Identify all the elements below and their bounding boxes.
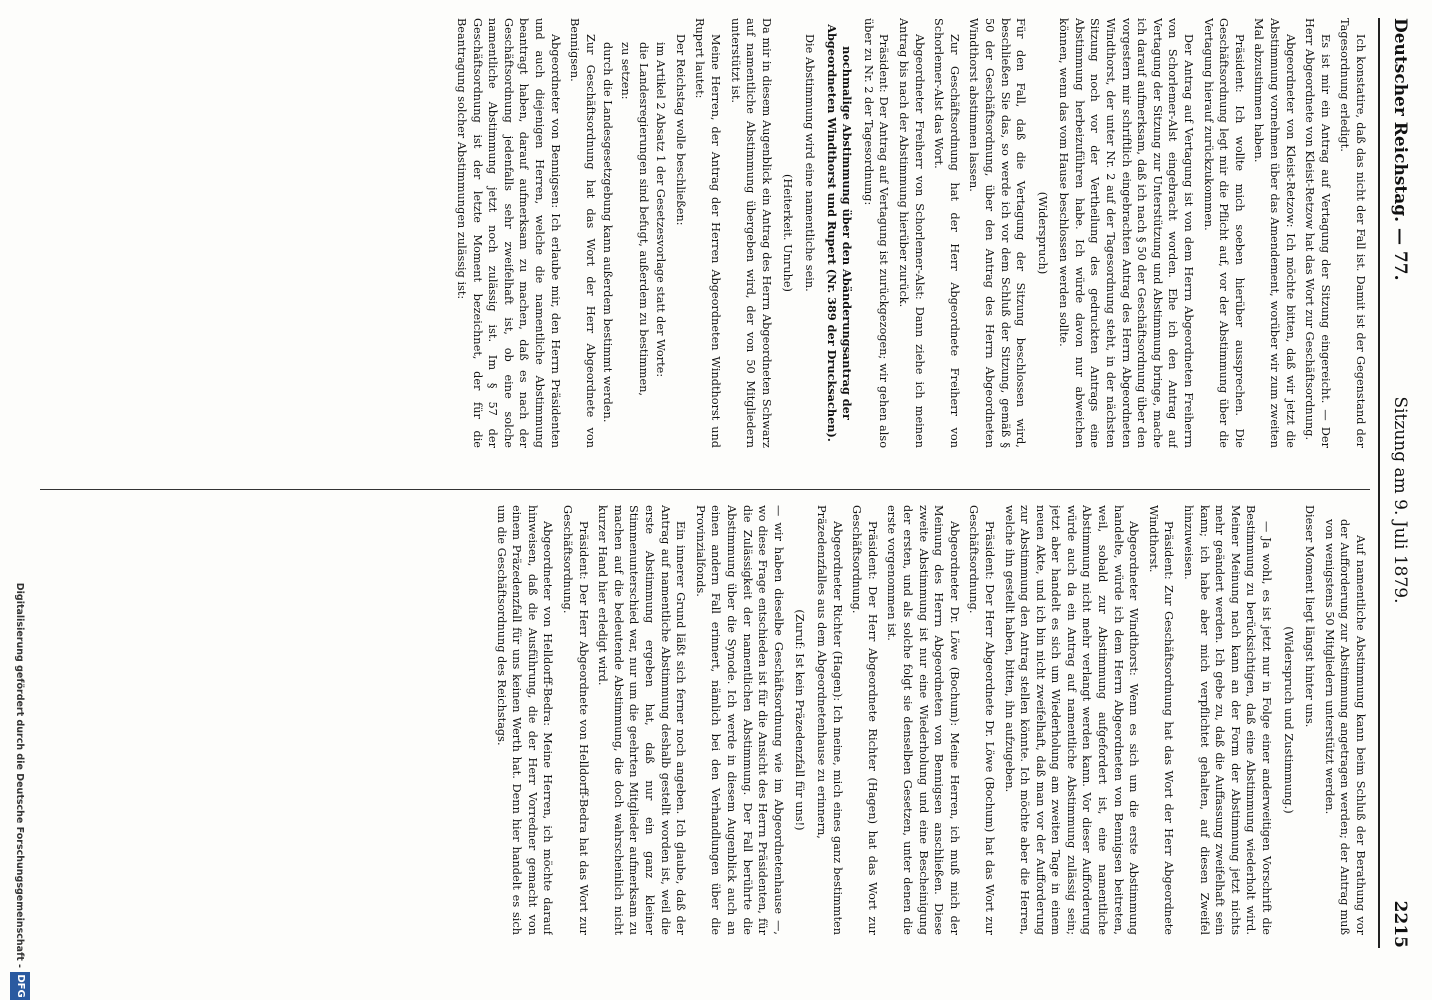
page-number: 2215 — [1390, 900, 1410, 948]
paragraph: Abgeordneter Windthorst: Wenn es sich um die erste Abstimmung handelte, würde ich dem Herrn Abgeordneten von Bennigsen beitreten, weil, sobald zur Abstimmung aufgefordert ist, eine namentliche Abstimmung nicht mehr verlangt werden kann. Vor dieser Aufforderung würde auch da ein Antrag auf namentliche Abstimmung zulässig sein; jetzt aber handelt es sich um Wiederholung am zweiten Tage in einem neuen Akte, und ich bin nicht zweifelhaft, daß man vor der Aufforderung zur Abstimmung den Antrag stellen könnte. Ich möchte aber die Herren, welche ihn gestellt haben, bitten, ihn aufzugeben. — [1002, 505, 1141, 935]
paragraph: Die Abstimmung wird eine namentliche sein. — [803, 34, 816, 292]
paragraph: Zur Geschäftsordnung hat der Herr Abgeordnete Freiherr von Schorlemer-Alst das Wort. — [932, 18, 961, 448]
paragraph: Zur Geschäftsordnung hat das Wort der Herr Abgeordnete von Bennigsen. — [568, 18, 597, 448]
paragraph: Abgeordneter von Bennigsen: Ich erlaube mir, den Herrn Präsidenten und auch diejenigen Herren, welche die namentliche Abstimmung beantragt haben, darauf aufmerksam zu machen, daß es nach der Geschäftsordnung jedenfalls sehr zweifelhaft ist, ob eine solche namentliche Abstimmung jetzt noch zulässig ist. Im § 57 der Geschäftsordnung ist der letzte Moment bezeichnet, der für die Beantragung solcher Abstimmungen zulässig ist: — [455, 18, 562, 448]
paragraph: Ein innerer Grund läßt sich ferner noch angeben. Ich glaube, daß der Antrag auf namentliche Abstimmung deshalb gestellt worden ist, weil die erste Abstimmung ergeben hat, daß nur ein ganz kleiner Stimmenunterschied war, nur um die geehrten Mitglieder aufmerksam zu machen auf die bedeutende Abstimmung, die doch wahrscheinlich nicht kurzer Hand hier erledigt wird. — [596, 505, 688, 935]
paragraph: — wir haben dieselbe Geschäftsordnung wie im Abgeordnetenhause —, wo diese Frage entschieden ist für die Ansicht des Herrn Präsidenten, für die Zulässigkeit der namentlichen Abstimmung. Der Fall berührte die Abstimmung über die Synode. Ich werde in diesem Augenblick auch an einen andern Fall erinnert, nämlich bei den Verhandlungen über die Provinzialfonds. — [693, 505, 785, 935]
paragraph: Abgeordneter Freiherr von Schorlemer-Alst: Dann ziehe ich meinen Antrag bis nach der Abstimmung hierüber zurück. — [896, 18, 926, 448]
paragraph: Es ist mir ein Antrag auf Vertagung der Sitzung eingereicht. — Der Herr Abgeordnete von Kleist-Retzow hat das Wort zur Geschäftsordnung. — [1303, 18, 1332, 448]
digitization-text: Digitalisierung gefördert durch die Deutsche Forschungsgemeinschaft - — [14, 582, 25, 968]
paragraph: Präsident: Der Antrag auf Vertagung ist zurückgezogen; wir gehen also über zu Nr. 2 der Tagesordnung: — [861, 18, 891, 448]
column-separator — [40, 489, 1370, 490]
left-column — [38, 18, 1368, 448]
paragraph: Dieser Moment liegt längst hinter uns. — [1303, 505, 1317, 728]
right-column — [38, 505, 1368, 935]
paragraph: Da mir in diesem Augenblick ein Antrag des Herrn Abgeordneten Schwarz auf namentliche Abstimmung übergeben wird, der von 50 Mitgliedern unterstützt ist. — [728, 18, 773, 448]
paragraph: Abgeordneter von Kleist-Retzow: Ich möchte bitten, daß wir jetzt die Abstimmung vornehmen über das Amendement, worüber wir zum zweiten Mal abzustimmen haben. — [1252, 18, 1297, 448]
header-left: Deutscher Reichstag. — 77. — [1390, 18, 1410, 281]
paragraph: Der Antrag auf Vertagung ist von dem Herrn Abgeordneten Freiherrn von Schorlemer-Alst eingebracht worden. Ehe ich den Antrag auf Vertagung der Sitzung zur Unterstützung und Abstimmung bringe, mache ich darauf aufmerksam, daß ich nach § 50 der Geschäftsordnung über den vorgestern mir schriftlich eingebrachten Antrag des Herrn Abgeordneten Windthorst, der unter Nr. 2 auf der Tagesordnung steht, in der nächsten Sitzung noch vor der Vertheilung des gedruckten Antrags eine Abstimmung herbeizuführen habe. Ich würde davon nur abweichen können, wenn das vom Hause beschlossen werden sollte. — [1057, 18, 1196, 448]
paragraph: Präsident: Der Herr Abgeordnete Dr. Löwe (Bochum) hat das Wort zur Geschäftsordnung. — [967, 505, 996, 935]
paragraph: Meine Herren, der Antrag der Herren Abgeordneten Windthorst und Rupert lautet: — [693, 18, 723, 448]
paragraph: Für den Fall, daß die Vertagung der Sitzung beschlossen wird, beschließen Sie das, so werde ich vor dem Schluß der Sitzung, gemäß § 50 der Geschäftsordnung, über den Antrag des Herrn Abgeordneten Windthorst abstimmen lassen. — [967, 18, 1028, 448]
paragraph: Ich konstatire, daß das nicht der Fall ist. Damit ist der Gegenstand der Tagesordnung erledigt. — [1338, 18, 1367, 448]
paragraph: Präsident: Der Herr Abgeordnete von Helldorff-Bedra hat das Wort zur Geschäftsordnung. — [561, 505, 590, 935]
paragraph: Der Reichstag wolle beschließen: — [673, 34, 687, 226]
dfg-logo: DFG — [10, 972, 30, 1000]
paragraph: Abgeordneter Richter (Hagen): Ich meine, mich eines ganz bestimmten Präzedenzfalles aus dem Abgeordnetenhause zu erinnern, — [815, 505, 844, 935]
agenda-item: nochmalige Abstimmung über den Abänderungsantrag der Abgeordneten Windthorst und Rupert (Nr. 389 der Drucksachen). — [824, 24, 855, 442]
interjection: (Widerspruch und Zustimmung.) — [1281, 626, 1295, 814]
paragraph: Abgeordneter von Helldorff-Bedra: Meine Herren, ich möchte darauf hinweisen, daß die Ausführung, die der Herr Vorredner gemacht von einem Präzedenzfall für uns keinen Werth hat. Denn hier handelt es sich um die Geschäftsordnung des Reichstags. — [494, 505, 555, 935]
paragraph: — Ja wohl, es ist jetzt nur in Folge einer anderweitigen Vorschrift die Bestimmung zu berücksichtigen, daß eine Abstimmung wiederholt wird. Meiner Meinung nach kann an der Form der Abstimmung jetzt nichts mehr geändert werden. Ich gebe zu, daß die Auffassung zweifelhaft sein kann; ich habe aber mich verpflichtet gehalten, auf diesen Zweifel hinzuweisen. — [1182, 505, 1274, 935]
motion-text: die Landesregierungen sind befugt, außerdem zu bestimmen, — [636, 42, 650, 397]
interjection: (Widerspruch) — [1035, 191, 1049, 275]
paragraph: Präsident: Zur Geschäftsordnung hat das Wort der Herr Abgeordnete Windthorst. — [1146, 505, 1176, 935]
quoted-rule: Auf namentliche Abstimmung kann beim Schluß der Berathung vor der Aufforderung zur Abstimmung angetragen werden; der Antrag muß von wenigstens 50 Mitgliedern unterstützt werden. — [1322, 519, 1367, 935]
header-center: Sitzung am 9. Juli 1879. — [1390, 396, 1410, 604]
paragraph: Präsident: Der Herr Abgeordnete Richter (Hagen) hat das Wort zur Geschäftsordnung. — [850, 505, 879, 935]
header-rule — [1378, 18, 1380, 948]
motion-text: im Artikel 2 Absatz 1 der Gesetzesvorlage statt der Worte: — [654, 42, 668, 378]
digitization-note — [6, 0, 30, 1000]
paragraph: Abgeordneter Dr. Löwe (Bochum): Meine Herren, ich muß mich der Meinung des Herrn Abgeordneten von Bennigsen anschließen. Diese zweite Abstimmung ist nur eine Wiederholung und eine Bescheinigung der ersten, und als solche folgt sie denselben Gesetzen, unter denen die erste vorgenommen ist. — [885, 505, 961, 935]
motion-text: zu setzen: — [619, 42, 633, 100]
interjection: (Heiterkeit. Unruhe) — [781, 174, 795, 292]
page-header — [1378, 0, 1414, 1000]
motion-text: durch die Landesgesetzgebung kann außerdem bestimmt werden. — [601, 42, 615, 423]
paragraph: Präsident: Ich wollte mich soeben hierüber aussprechen. Die Geschäftsordnung legt mir die Pflicht auf, vor der Abstimmung über die Vertagung hierauf zurückzukommen. — [1201, 18, 1246, 448]
interjection: (Zuruf: Ist kein Präzedenzfall für uns!) — [793, 609, 807, 831]
